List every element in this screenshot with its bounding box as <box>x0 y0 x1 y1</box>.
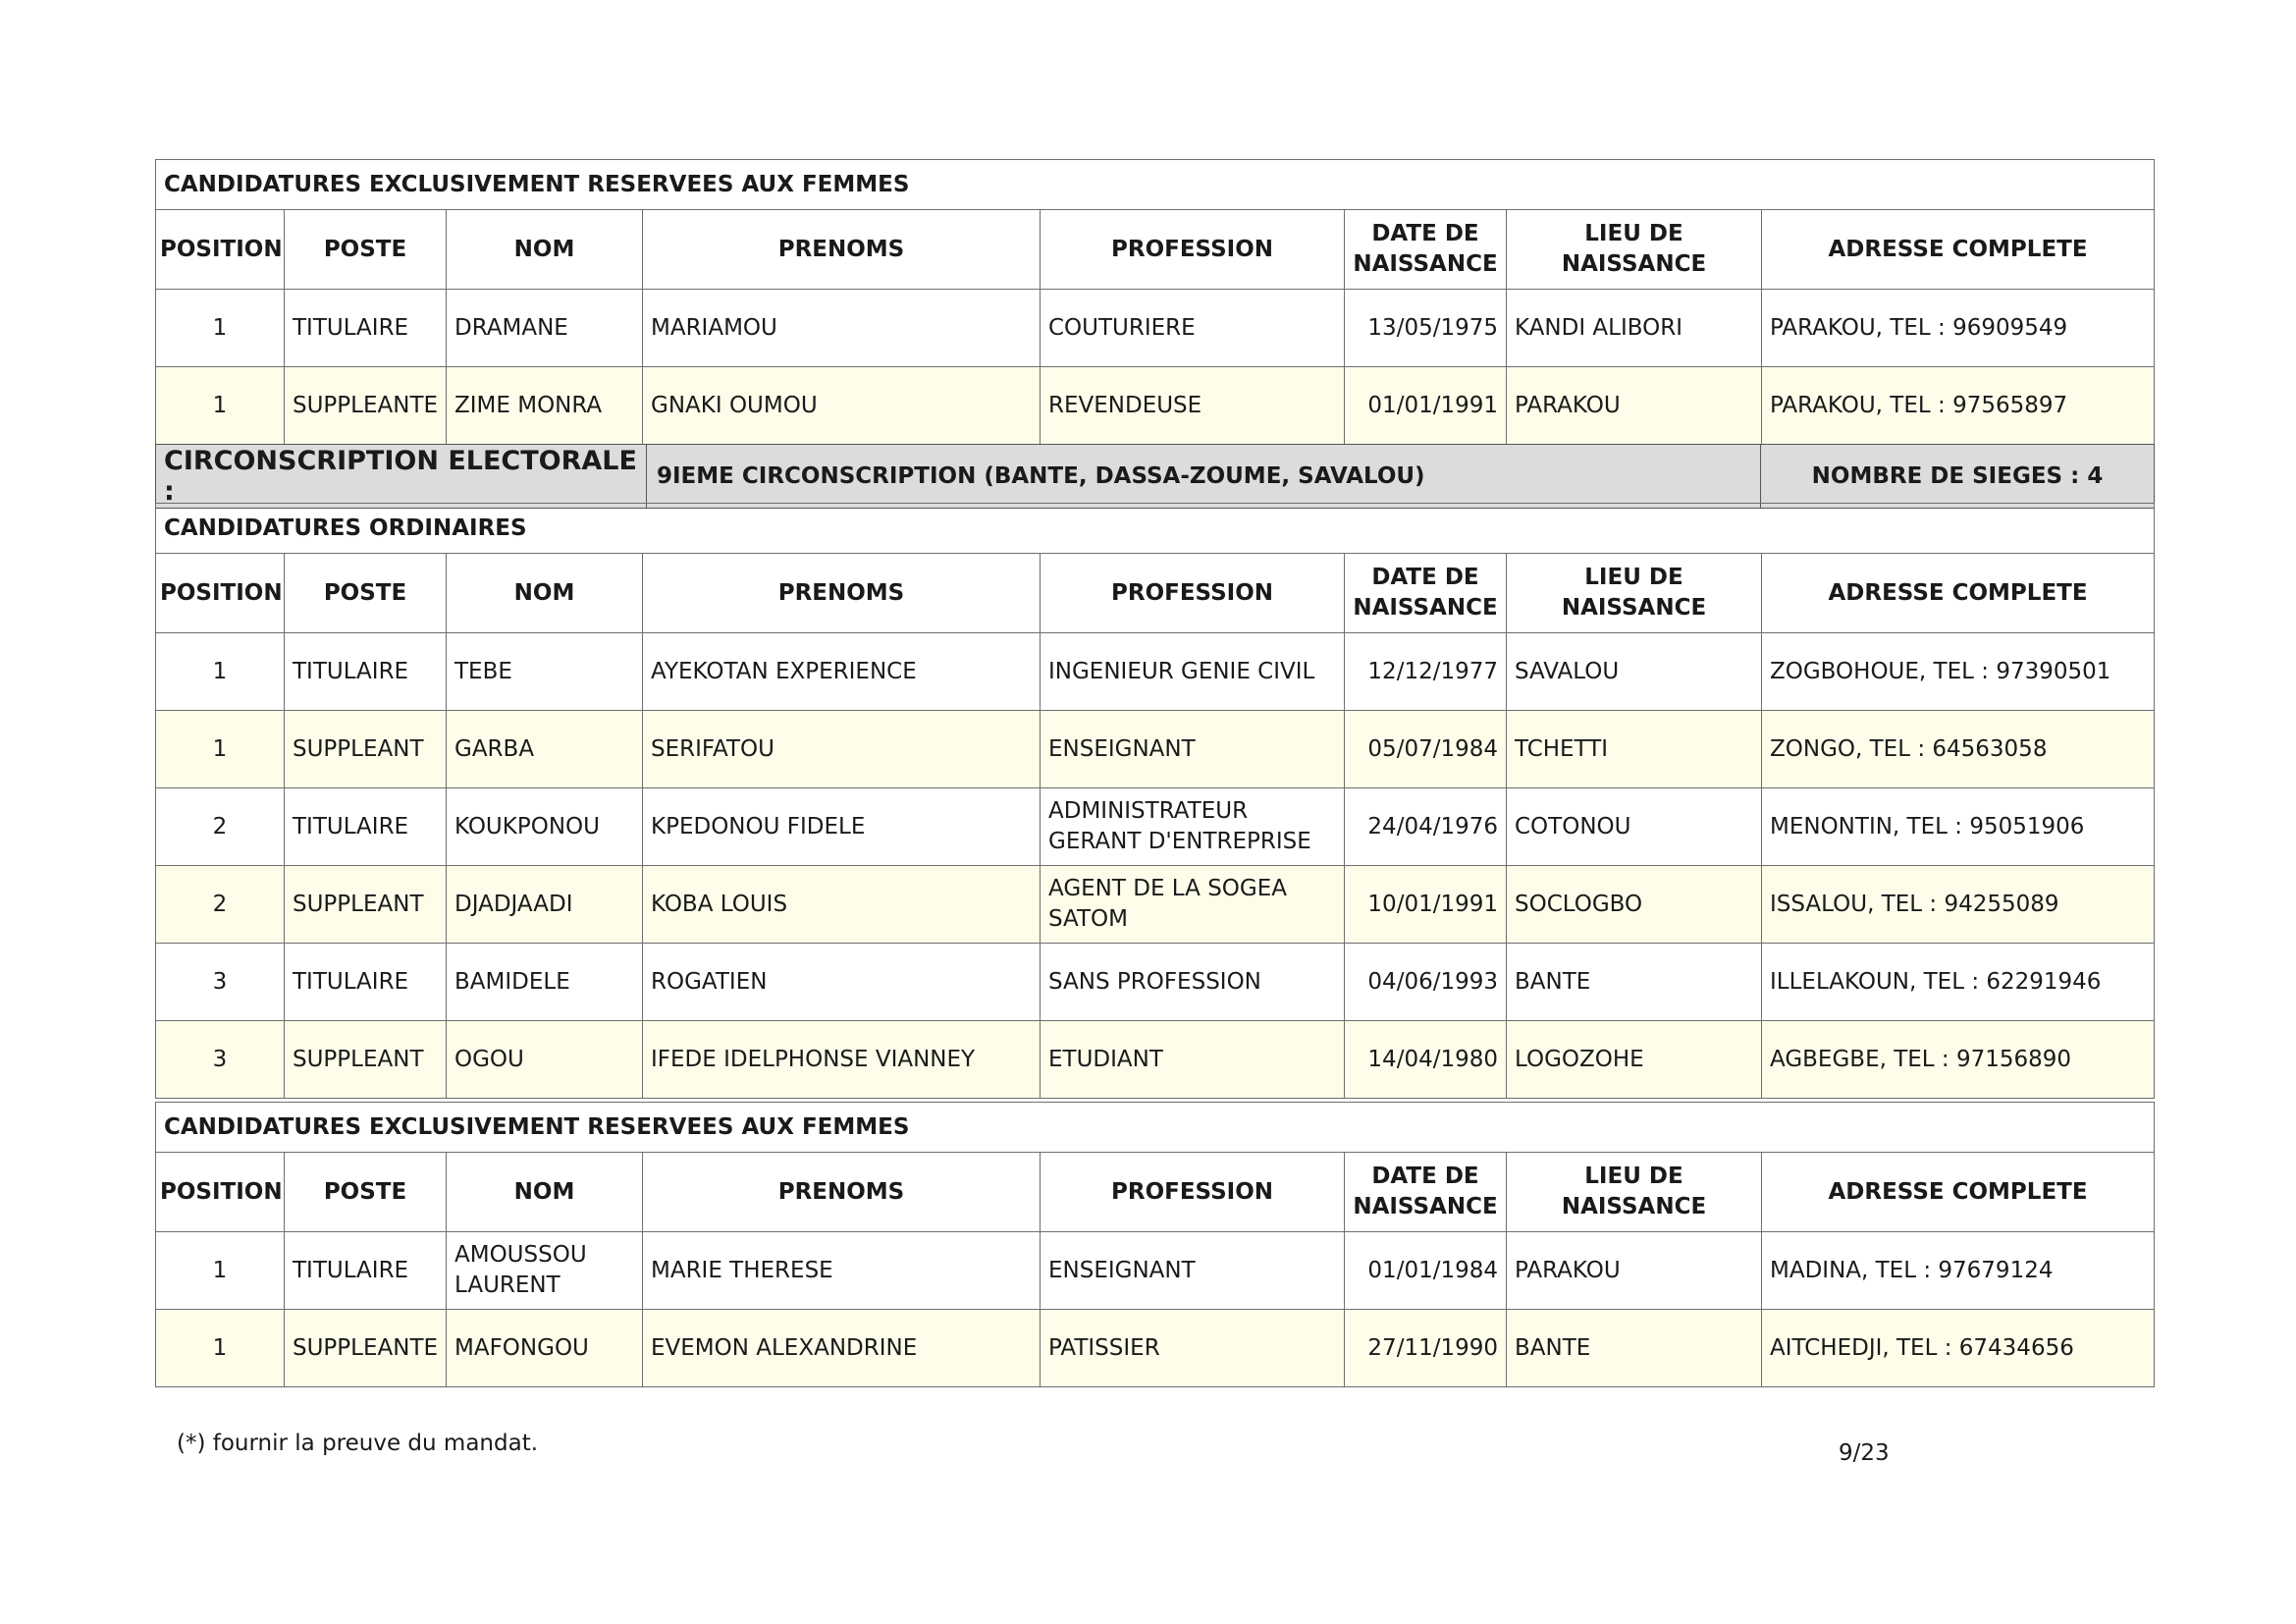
cell-date: 24/04/1976 <box>1345 788 1507 866</box>
header-lieu: LIEU DE NAISSANCE <box>1507 210 1762 290</box>
cell-profession: ENSEIGNANT <box>1041 711 1345 788</box>
header-position: POSITION <box>156 210 285 290</box>
cell-prenoms: GNAKI OUMOU <box>643 367 1041 445</box>
cell-nom: OGOU <box>447 1021 643 1099</box>
cell-poste: TITULAIRE <box>285 290 447 367</box>
header-lieu: LIEU DE NAISSANCE <box>1507 1153 1762 1232</box>
section-title: CANDIDATURES ORDINAIRES <box>156 504 2155 554</box>
table-row <box>156 944 2155 1021</box>
cell-date: 10/01/1991 <box>1345 866 1507 944</box>
cell-poste: TITULAIRE <box>285 633 447 711</box>
cell-adresse: AITCHEDJI, TEL : 67434656 <box>1762 1310 2155 1387</box>
cell-date: 13/05/1975 <box>1345 290 1507 367</box>
cell-lieu: KANDI ALIBORI <box>1507 290 1762 367</box>
cell-lieu: TCHETTI <box>1507 711 1762 788</box>
cell-lieu: PARAKOU <box>1507 367 1762 445</box>
cell-lieu: PARAKOU <box>1507 1232 1762 1310</box>
seats-count: NOMBRE DE SIEGES : 4 <box>1761 445 2155 509</box>
cell-lieu: SAVALOU <box>1507 633 1762 711</box>
cell-prenoms: KOBA LOUIS <box>643 866 1041 944</box>
table-row <box>156 1232 2155 1310</box>
cell-position: 3 <box>156 1021 285 1099</box>
cell-position: 2 <box>156 788 285 866</box>
cell-adresse: PARAKOU, TEL : 96909549 <box>1762 290 2155 367</box>
cell-adresse: PARAKOU, TEL : 97565897 <box>1762 367 2155 445</box>
cell-date: 04/06/1993 <box>1345 944 1507 1021</box>
header-adresse: ADRESSE COMPLETE <box>1762 554 2155 633</box>
header-profession: PROFESSION <box>1041 554 1345 633</box>
cell-profession: ADMINISTRATEUR GERANT D'ENTREPRISE <box>1041 788 1345 866</box>
cell-adresse: MENONTIN, TEL : 95051906 <box>1762 788 2155 866</box>
table-row <box>156 866 2155 944</box>
table-row <box>156 290 2155 367</box>
cell-prenoms: MARIE THERESE <box>643 1232 1041 1310</box>
table-row <box>156 367 2155 445</box>
candidates-table-women-1 <box>155 159 2155 445</box>
table-row <box>156 1021 2155 1099</box>
cell-lieu: BANTE <box>1507 1310 1762 1387</box>
table-row <box>156 788 2155 866</box>
header-position: POSITION <box>156 1153 285 1232</box>
cell-profession: AGENT DE LA SOGEA SATOM <box>1041 866 1345 944</box>
header-prenoms: PRENOMS <box>643 1153 1041 1232</box>
cell-profession: ETUDIANT <box>1041 1021 1345 1099</box>
cell-poste: SUPPLEANTE <box>285 367 447 445</box>
cell-position: 1 <box>156 633 285 711</box>
header-profession: PROFESSION <box>1041 210 1345 290</box>
cell-nom: BAMIDELE <box>447 944 643 1021</box>
cell-prenoms: SERIFATOU <box>643 711 1041 788</box>
cell-date: 12/12/1977 <box>1345 633 1507 711</box>
circonscription-label: CIRCONSCRIPTION ELECTORALE : <box>156 445 647 509</box>
cell-date: 01/01/1991 <box>1345 367 1507 445</box>
cell-prenoms: ROGATIEN <box>643 944 1041 1021</box>
cell-profession: ENSEIGNANT <box>1041 1232 1345 1310</box>
header-date: DATE DE NAISSANCE <box>1345 210 1507 290</box>
header-poste: POSTE <box>285 554 447 633</box>
cell-adresse: ISSALOU, TEL : 94255089 <box>1762 866 2155 944</box>
cell-nom: DRAMANE <box>447 290 643 367</box>
table-row <box>156 1310 2155 1387</box>
table-row <box>156 633 2155 711</box>
cell-profession: PATISSIER <box>1041 1310 1345 1387</box>
cell-date: 05/07/1984 <box>1345 711 1507 788</box>
header-row <box>156 1153 2155 1232</box>
cell-position: 1 <box>156 1232 285 1310</box>
cell-position: 3 <box>156 944 285 1021</box>
header-nom: NOM <box>447 210 643 290</box>
cell-nom: AMOUSSOU LAURENT <box>447 1232 643 1310</box>
cell-prenoms: AYEKOTAN EXPERIENCE <box>643 633 1041 711</box>
header-adresse: ADRESSE COMPLETE <box>1762 210 2155 290</box>
header-prenoms: PRENOMS <box>643 210 1041 290</box>
cell-position: 1 <box>156 711 285 788</box>
cell-date: 27/11/1990 <box>1345 1310 1507 1387</box>
cell-prenoms: MARIAMOU <box>643 290 1041 367</box>
header-date: DATE DE NAISSANCE <box>1345 1153 1507 1232</box>
cell-poste: TITULAIRE <box>285 944 447 1021</box>
cell-date: 01/01/1984 <box>1345 1232 1507 1310</box>
header-nom: NOM <box>447 554 643 633</box>
header-row <box>156 210 2155 290</box>
cell-adresse: AGBEGBE, TEL : 97156890 <box>1762 1021 2155 1099</box>
cell-nom: KOUKPONOU <box>447 788 643 866</box>
cell-adresse: MADINA, TEL : 97679124 <box>1762 1232 2155 1310</box>
cell-lieu: LOGOZOHE <box>1507 1021 1762 1099</box>
cell-nom: MAFONGOU <box>447 1310 643 1387</box>
header-lieu: LIEU DE NAISSANCE <box>1507 554 1762 633</box>
page-number: 9/23 <box>1839 1440 1890 1466</box>
cell-poste: SUPPLEANTE <box>285 1310 447 1387</box>
section-title: CANDIDATURES EXCLUSIVEMENT RESERVEES AUX FEMMES <box>156 160 2155 210</box>
circonscription-name: 9IEME CIRCONSCRIPTION (BANTE, DASSA-ZOUME, SAVALOU) <box>647 445 1761 509</box>
cell-profession: COUTURIERE <box>1041 290 1345 367</box>
cell-poste: TITULAIRE <box>285 788 447 866</box>
header-adresse: ADRESSE COMPLETE <box>1762 1153 2155 1232</box>
cell-prenoms: IFEDE IDELPHONSE VIANNEY <box>643 1021 1041 1099</box>
header-poste: POSTE <box>285 210 447 290</box>
cell-position: 1 <box>156 1310 285 1387</box>
header-date: DATE DE NAISSANCE <box>1345 554 1507 633</box>
cell-nom: ZIME MONRA <box>447 367 643 445</box>
cell-lieu: BANTE <box>1507 944 1762 1021</box>
header-prenoms: PRENOMS <box>643 554 1041 633</box>
header-row <box>156 554 2155 633</box>
header-position: POSITION <box>156 554 285 633</box>
cell-nom: GARBA <box>447 711 643 788</box>
cell-prenoms: EVEMON ALEXANDRINE <box>643 1310 1041 1387</box>
header-poste: POSTE <box>285 1153 447 1232</box>
header-profession: PROFESSION <box>1041 1153 1345 1232</box>
cell-position: 1 <box>156 290 285 367</box>
cell-poste: SUPPLEANT <box>285 1021 447 1099</box>
cell-poste: SUPPLEANT <box>285 711 447 788</box>
cell-nom: DJADJAADI <box>447 866 643 944</box>
cell-profession: INGENIEUR GENIE CIVIL <box>1041 633 1345 711</box>
candidates-table-ordinary <box>155 503 2155 1099</box>
cell-position: 1 <box>156 367 285 445</box>
header-nom: NOM <box>447 1153 643 1232</box>
candidates-table-women-2 <box>155 1102 2155 1387</box>
cell-nom: TEBE <box>447 633 643 711</box>
cell-adresse: ZONGO, TEL : 64563058 <box>1762 711 2155 788</box>
table-row <box>156 711 2155 788</box>
footnote: (*) fournir la preuve du mandat. <box>177 1431 539 1456</box>
cell-adresse: ILLELAKOUN, TEL : 62291946 <box>1762 944 2155 1021</box>
cell-lieu: COTONOU <box>1507 788 1762 866</box>
cell-poste: TITULAIRE <box>285 1232 447 1310</box>
cell-prenoms: KPEDONOU FIDELE <box>643 788 1041 866</box>
cell-date: 14/04/1980 <box>1345 1021 1507 1099</box>
circonscription-bar <box>155 444 2155 509</box>
cell-position: 2 <box>156 866 285 944</box>
cell-adresse: ZOGBOHOUE, TEL : 97390501 <box>1762 633 2155 711</box>
cell-profession: SANS PROFESSION <box>1041 944 1345 1021</box>
cell-profession: REVENDEUSE <box>1041 367 1345 445</box>
cell-poste: SUPPLEANT <box>285 866 447 944</box>
cell-lieu: SOCLOGBO <box>1507 866 1762 944</box>
section-title: CANDIDATURES EXCLUSIVEMENT RESERVEES AUX FEMMES <box>156 1103 2155 1153</box>
